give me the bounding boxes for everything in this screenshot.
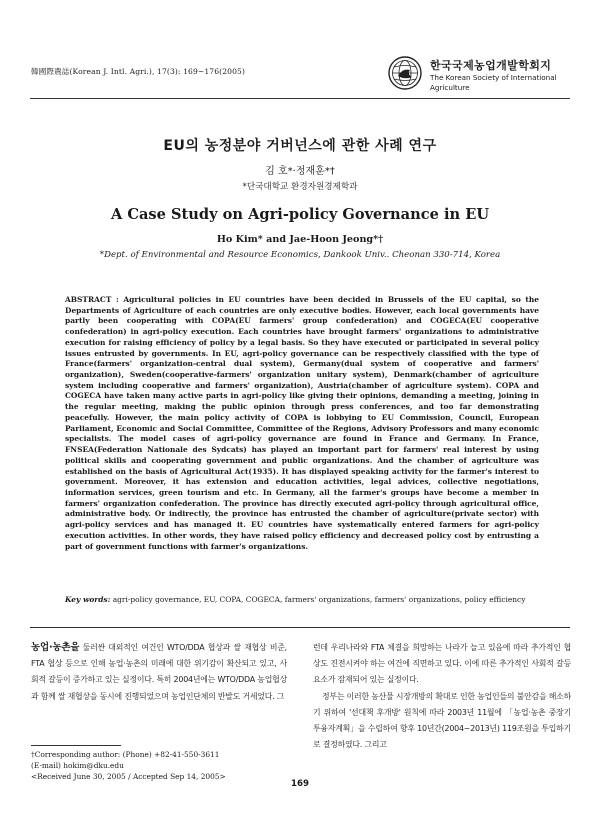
body-right-paragraph-2: 정부는 이러한 농산물 시장개방의 확대로 인한 농업인들의 불안감을 해소하기 위하여 '선대책 후개방' 원칙에 따라 2003년 11월에 「농업·농촌 중장기 투융자계획」을 수립하여 향후 10년간(2004~2013년) 119조원을 투입하기로 결정하였다. 그리고 (313, 691, 571, 750)
keywords-text: agri-policy governance, EU, COPA, COGECA, farmers' organizations, farmers' organizations, policy efficiency (112, 595, 526, 604)
author-email: (E-mail) hokim@dku.edu (31, 761, 124, 770)
society-name-english-line1: The Korean Society of International (430, 73, 557, 82)
journal-reference: 韓國際農誌(Korean J. Intl. Agri.), 17(3): 169~176(2005) (31, 67, 246, 76)
abstract-divider (30, 627, 570, 628)
body-lead-word: 농업·농촌을 (31, 642, 80, 653)
society-name-korean: 한국국제농업개발학회지 (430, 59, 552, 72)
footnote (31, 749, 287, 782)
body-right-paragraph-1: 런데 우리나라와 FTA 체결을 희망하는 나라가 늘고 있음에 따라 추가적인 협상도 진전시켜야 하는 여건에 직면하고 있다. 이에 따른 추가적인 사회적 갈등요소가 잠재되어 있는 실정이다. (313, 643, 571, 685)
society-badge (380, 50, 570, 102)
korean-authors: 김 호*·정재훈*† (265, 166, 335, 177)
english-affiliation: *Dept. of Environmental and Resource Economics, Dankook Univ.. Cheonan 330-714, Korea (99, 250, 501, 260)
abstract (65, 295, 539, 552)
footnote-divider (31, 745, 121, 746)
body-column-right (313, 640, 571, 753)
body-left-text: 둘러싼 대외적인 여건인 WTO/DDA 협상과 쌀 재협상 비준, FTA 협상 등으로 인해 농업·농촌의 미래에 대한 위기감이 확산되고 있고, 사회적 갈등이 증가하고 있는 실정이다. 특히 2004년에는 WTO/DDA 농업협상과 함께 쌀 재협상을 동시에 진행되었으며 농업인단체의 반발도 거세었다. 그 (31, 643, 287, 701)
globe-emblem-icon (388, 56, 422, 90)
english-title: A Case Study on Agri-policy Governance in EU (110, 206, 490, 223)
korean-affiliation: *단국대학교 환경자원경제학과 (242, 182, 358, 192)
header-divider (30, 98, 570, 99)
page-number: 169 (291, 779, 309, 789)
society-name-english-line2: Agriculture (430, 83, 470, 92)
keywords-label: Key words: (65, 595, 111, 604)
keywords (65, 595, 539, 606)
received-dates: <Received June 30, 2005 / Accepted Sep 14, 2005> (31, 772, 226, 781)
corresponding-author: †Corresponding author: (Phone) +82-41-550-3611 (31, 750, 220, 759)
korean-title: EU의 농정분야 거버넌스에 관한 사례 연구 (163, 138, 437, 154)
body-column-left (31, 640, 287, 705)
abstract-label: ABSTRACT : (65, 295, 119, 304)
abstract-text: Agricultural policies in EU countries have been decided in Brussels of the EU capital, so the Departments of Agriculture of each countries are only executive bodies. However, each local governments have partly been cooperating with COPA(EU farmers' group confederation) and COGECA(EU cooperative confederation) in agri-policy execution. Each countries have brought farmers' organizations to administrative execution for raising efficiency of policy by a legal basis. So they have executed or participated in several policy issues entrusted by governments. In EU, agri-policy governance can be respectively classified with the type of France(farmers' organization-central dual system), Germany(dual system of cooperative and farmers' organization), Sweden(cooperative-farmers' organization unitary system), Denmark(chamber of agriculture system including cooperative and farmers' organization), Austria(chamber of agriculture system). COPA and COGECA have taken many active parts in agri-policy like giving their opinions, demanding a meeting, joining in the regular meeting, making the public opinion through press conferences, and too far demonstrating peacefully. However, the main policy activity of COPA is lobbying to EU Commission, Council, European Parliament, Economic and Social Committee, Committee of the Regions, Advisory Professors and many economic specialists. The model cases of agri-policy governance are found in France and Germany. In France, FNSEA(Federation Nationale des Sydcats) has played an important part for farmers' real interest by using political skills and cooperating government and public organizations. And the chamber of agriculture was established on the basis of Agricultural Act(1935). It has displayed speaking activity for the farmer's interest to government. Moreover, it has extension and education activities, legal advices, collective negotiations, information services, green tourism and etc. In Germany, all the farmer's groups have become a member in farmers' organization confederation. The province has directly executed agri-policy through agricultural office, administrative body. Or indirectly, the province has entrusted the chamber of agriculture(private sector) with agri-policy services and has managed it. EU countries have systematically entered farmers for agri-policy execution activities. In other words, they have raised policy efficiency and decreased policy cost by entrusting a part of government functions with farmer's organizations. (65, 295, 539, 551)
english-authors: Ho Kim* and Jae-Hoon Jeong*† (216, 234, 384, 245)
